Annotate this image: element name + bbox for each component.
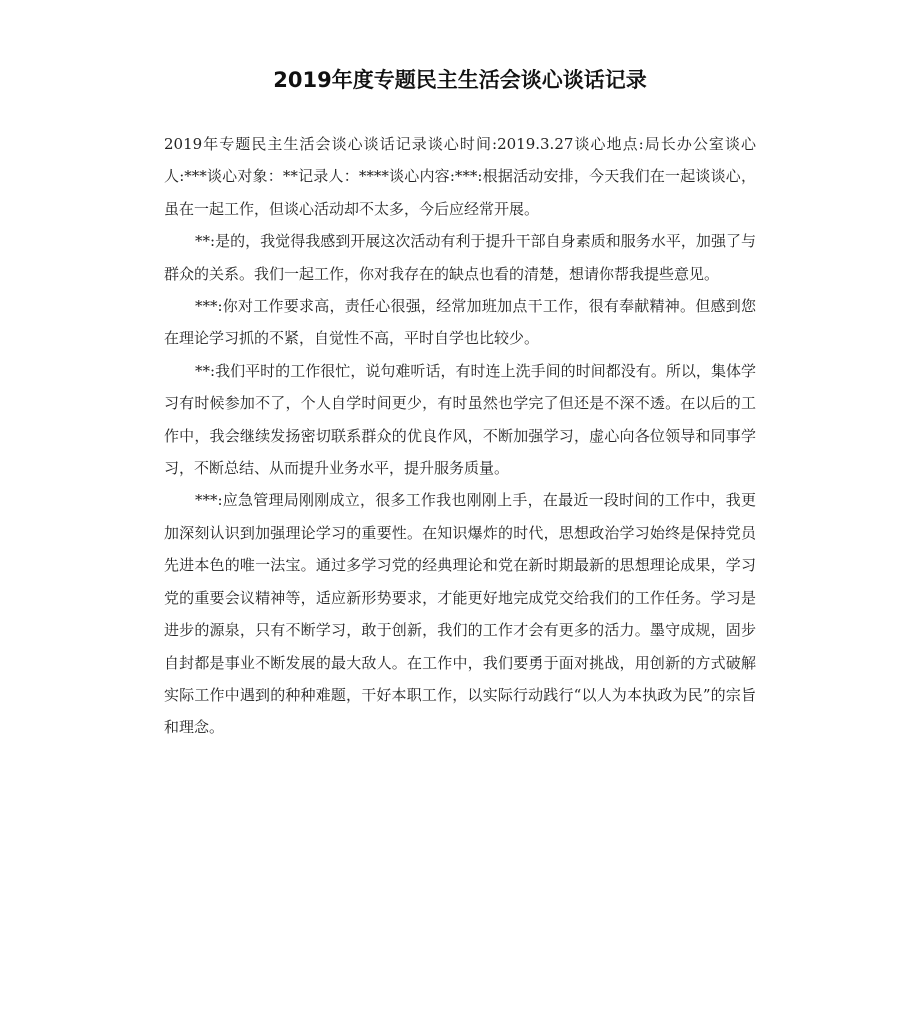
paragraph-intro: 2019年专题民主生活会谈心谈话记录谈心时间:2019.3.27谈心地点:局长办公室谈心人:***谈心对象：**记录人：****谈心内容:***:根据活动安排，今天我们在一起谈谈心，虽在一起工作，但谈心活动却不太多，今后应经常开展。 [164, 135, 756, 218]
paragraph-reply-1: **:是的，我觉得我感到开展这次活动有利于提升干部自身素质和服务水平，加强了与群众的关系。我们一起工作，你对我存在的缺点也看的清楚，想请你帮我提些意见。 [164, 232, 756, 283]
paragraph-reply-2: **:我们平时的工作很忙，说句难听话，有时连上洗手间的时间都没有。所以，集体学习有时候参加不了，个人自学时间更少，有时虽然也学完了但还是不深不透。在以后的工作中，我会继续发扬密切联系群众的优良作风，不断加强学习，虚心向各位领导和同事学习，不断总结、从而提升业务水平，提升服务质量。 [164, 361, 756, 478]
paragraph-comment-2: ***:应急管理局刚刚成立，很多工作我也刚刚上手，在最近一段时间的工作中，我更加深刻认识到加强理论学习的重要性。在知识爆炸的时代，思想政治学习始终是保持党员先进本色的唯一法宝。通过多学习党的经典理论和党在新时期最新的思想理论成果，学习党的重要会议精神等，适应新形势要求，才能更好地完成党交给我们的工作任务。学习是进步的源泉，只有不断学习，敢于创新，我们的工作才会有更多的活力。墨守成规，固步自封都是事业不断发展的最大敌人。在工作中，我们要勇于面对挑战，用创新的方式破解实际工作中遇到的种种难题，干好本职工作，以实际行动践行“以人为本执政为民”的宗旨和理念。 [164, 491, 756, 737]
document-title: 2019年度专题民主生活会谈心谈话记录 [273, 68, 647, 92]
paragraph-comment-1: ***:你对工作要求高，责任心很强，经常加班加点干工作，很有奉献精神。但感到您在理论学习抓的不紧，自觉性不高，平时自学也比较少。 [164, 297, 756, 348]
document-body [164, 128, 756, 744]
